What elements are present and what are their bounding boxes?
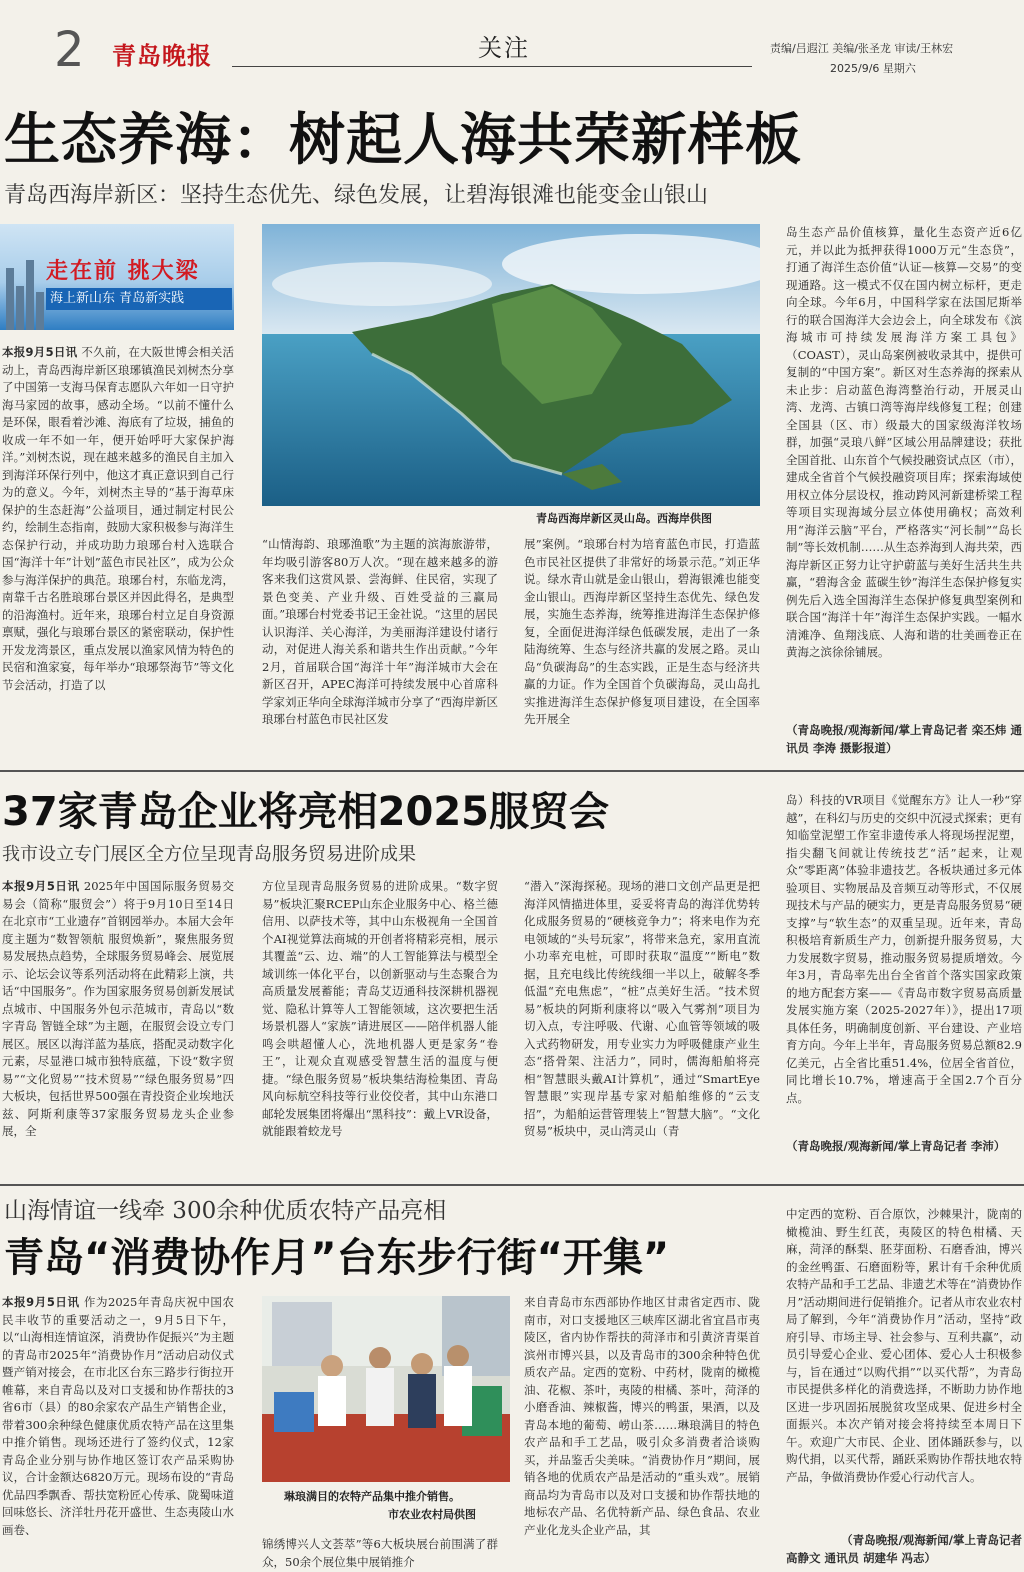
column-banner	[0, 224, 234, 330]
story2-body-1: 2025年中国国际服务贸易交易会（简称“服贸会”）将于9月10日至14日在北京市“工业遗存”首钢园举办。本届大会年度主题为“数智领航 服贸焕新”，聚焦服务贸易发展热点趋势，全球服务贸易峰会、展览展示、论坛会议等系列活动将在此精彩上演，共话“中国服务”。作为国家服务贸易创新发展试点城市、中国服务外包示范城市，青岛以“数字青岛 智链全球”为主题，在服贸会设立专门展区。展区以海洋蓝为基底，搭配灵动数字化元素，尽显港口城市独特底蕴，下设“数字贸易”“文化贸易”“技术贸易”“绿色服务贸易”四大板块，包括世界500强在青投资企业埃地沃兹、阿斯利康等37家服务贸易龙头企业参展，全	[2, 879, 234, 1138]
story3-byline-1: （青岛晚报/观海新闻/掌上青岛记者	[841, 1533, 1022, 1547]
market-stall-photo	[262, 1296, 510, 1482]
story3-body-1: 作为2025年青岛庆祝中国农民丰收节的重要活动之一，9月5日下午，以“山海相连情谊深，消费协作促振兴”为主题的青岛市2025年“消费协作月”活动启动仪式暨产销对接会，在市北区台东三路步行街拉开帷幕，来自青岛以及对口支援和协作帮扶的3省6市（县）的80余家农产品生产销售企业，带着300余种绿色健康优质农特产品在这里集中推介销售。现场还进行了签约仪式，12家青岛企业分别与协作地区签订农产品采购协议，合计金额达6820万元。现场布设的“青岛优品四季飘香、帮扶宽粉匠心传承、陇蜀味道回味悠长、济洋牡丹花开盛世、生态夷陵山水画卷、	[2, 1295, 234, 1537]
story1-column-1	[2, 344, 234, 756]
dateline: 本报9月5日讯	[2, 345, 78, 359]
masthead-rule	[232, 66, 752, 67]
photo1-caption: 青岛西海岸新区灵山岛。西海岸供图	[536, 512, 712, 525]
section-title: 关注	[478, 34, 530, 62]
editors-line: 责编/吕遐江 美编/张圣龙 审读/王林宏	[770, 42, 954, 55]
story3-column-4: 中定西的宽粉、百合原饮，沙棘果汁，陇南的橄榄油、野生红芪，夷陵区的特色柑橘、天麻，菏泽的酥梨、胚芽面粉、石磨香油，博兴的金丝鸭蛋、石磨面粉等，累计有千余种优质农特产品和手工艺品、非遗艺术等在“消费协作月”活动期间进行促销推介。记者从市农业农村局了解到，今年“消费协作月”活动，坚持“政府引导、市场主导、社会参与、互利共赢”，动员引导爱心企业、爱心团体、爱心人士积极参与，旨在通过“以购代捐”“以买代帮”，为青岛市民提供多样化的消费选择，不断助力协作地区进一步巩固拓展脱贫攻坚成果、促进乡村全面振兴。本次产销对接会将持续至本周日下午。欢迎广大市民、企业、团体踊跃参与，以购代捐，以买代帮，踊跃采购协作帮扶地农特产品，争做消费协作爱心行动代言人。	[786, 1207, 1022, 1484]
story1-column-3: 展”案例。“琅琊台村为培育蓝色市民，打造蓝色市民社区提供了非常好的场景示范。”刘正华说。绿水青山就是金山银山，碧海银滩也能变金山银山。西海岸新区坚持生态优先、绿色发展，实施生态养海，统筹推进海洋生态保护修复，全面促进海洋绿色低碳发展，走出了一条陆海统筹、生态与经济共赢的发展之路。灵山岛“负碳海岛”的生态实践，正是生态与经济共赢的力证。作为全国首个负碳海岛，灵山岛扎实推进海洋生态保护修复项目建设，在全国率先开展全	[524, 537, 760, 726]
photo2-caption: 琳琅满目的农特产品集中推介销售。	[284, 1490, 460, 1503]
story3-headline: 青岛“消费协作月”台东步行街“开集”	[4, 1235, 670, 1281]
story2-headline: 37家青岛企业将亮相2025服贸会	[2, 789, 609, 835]
story3-column-2: 锦绣博兴人文荟萃”等6大板块展台前围满了群众，50余个展位集中展销推介	[262, 1537, 498, 1569]
photo2-credit: 市农业农村局供图	[388, 1508, 476, 1521]
story1-column-2: “山情海韵、琅琊渔歌”为主题的滨海旅游带，年均吸引游客80万人次。“现在越来越多的游客来我们这赏风景、尝海鲜、住民宿，实现了景色变美、产业升级、百姓受益的三赢局面。”琅琊台村党委书记王金社说。“这里的居民认识海洋、关心海洋，为美丽海洋建设付诸行动，对促进人海关系和谐共生作出贡献。”今年2月，首届联合国“海洋十年”海洋城市大会在新区召开，APEC海洋可持续发展中心首席科学家刘正华向全球海洋城市分享了“西海岸新区琅琊台村蓝色市民社区发	[262, 537, 498, 726]
issue-date: 2025/9/6 星期六	[830, 62, 916, 75]
story2-byline: （青岛晚报/观海新闻/掌上青岛记者 李沛）	[786, 1139, 1006, 1153]
section-divider	[0, 770, 1024, 772]
story2-column-2: 方位呈现青岛服务贸易的进阶成果。“数字贸易”板块汇聚RCEP山东企业服务中心、格兰德信用、以萨技术等，其中山东极视角一全国首个AI视觉算法商城的开创者将精彩亮相，展示其覆盖“云、边、端”的人工智能算法与模型全域训练一体化平台，以创新驱动与生态聚合为高质量发展蓄能；青岛艾迈通科技深耕机器视觉、隐私计算等人工智能领域，这次要把生活场景机器人“家族”请进展区——陪伴机器人能鸣会哄超懂人心，洗地机器人更是家务“卷王”，让观众直观感受智慧生活的温度与便捷。“绿色服务贸易”板块集结海检集团、青岛风向标航空科技等行业佼佼者，其中山东港口邮轮发展集团将爆出“黑科技”：戴上VR设备，就能跟着蛟龙号	[262, 879, 498, 1138]
dateline: 本报9月5日讯	[2, 879, 80, 893]
story3-column-3: 来自青岛市东西部协作地区甘肃省定西市、陇南市，对口支援地区三峡库区湖北省宜昌市夷陵区，省内协作帮扶的菏泽市和引黄济青渠首滨州市博兴县，以及青岛市的300余种特色优质农产品。定西的宽粉、中药材，陇南的橄榄油、花椒、茶叶，夷陵的柑橘、茶叶，菏泽的小磨香油、辣椒酱，博兴的鸭蛋，果酒，以及青岛本地的葡萄、崂山茶……琳琅满目的特色农产品和手工艺品，吸引众多消费者洽谈购买，并品鉴舌尖美味。“消费协作月”期间，展销各地的优质农产品是活动的“重头戏”。展销商品均为青岛市以及对口支援和协作帮扶地的地标农产品、名优特新产品、绿色食品、农业产业化龙头企业产品，其	[524, 1295, 760, 1537]
story1-subheadline: 青岛西海岸新区：坚持生态优先、绿色发展，让碧海银滩也能变金山银山	[4, 183, 709, 208]
page-number: 2	[54, 22, 85, 78]
story1-headline: 生态养海：树起人海共荣新样板	[4, 108, 802, 173]
banner-subtitle: 海上新山东 青岛新实践	[46, 288, 232, 310]
banner-slogan: 走在前 挑大梁	[46, 259, 200, 284]
story2-column-1	[2, 878, 234, 1174]
section-divider	[0, 1184, 1024, 1186]
story2-column-4: 岛）科技的VR项目《觉醒东方》让人一秒“穿越”，在科幻与历史的交织中沉浸式探索；更有知临堂泥塑工作室非遗传承人将现场捏泥塑，指尖翻飞间就让传统技艺“活”起来，让观众“零距离”体验非遗技艺。各板块通过多元体验项目、实物展品及音频互动等形式，不仅展现技术与产品的硬实力，更是青岛服务贸易“硬支撑”与“软生态”的双重呈现。近年来，青岛积极培育新质生产力，创新提升服务贸易，大力发展数字贸易，推动服务贸易提质增效。今年3月，青岛率先出台全省首个落实国家政策的地方配套方案——《青岛市数字贸易高质量发展实施方案（2025-2027年）》，提出17项具体任务，明确制度创新、平台建设、产业培育方向。今年上半年，青岛服务贸易总额82.9亿美元，占全省比重51.4%，位居全省首位，同比增长10.7%，增速高于全国2.7个百分点。	[786, 793, 1022, 1105]
lingshan-island-photo	[262, 224, 760, 506]
dateline: 本报9月5日讯	[2, 1295, 80, 1309]
story3-byline-2: 高静文 通讯员 胡建华 冯志）	[786, 1551, 937, 1565]
story3-kicker: 山海情谊一线牵 300余种优质农特产品亮相	[4, 1198, 447, 1224]
story3-column-1	[2, 1294, 234, 1570]
story2-column-3: “潜入”深海探秘。现场的港口文创产品更是把海洋风情描进体里，妥妥将青岛的海洋优势转化成服务贸易的“硬核竞争力”；将来电作为充电领域的“头号玩家”，将带来急充，家用直流小功率充电桩，可即时获取“温度”“断电”数据，且充电线比传统线细一半以上，破解冬季低温“充电焦虑”，“桩”点美好生活。“技术贸易”板块的阿斯利康将以“吸入气雾剂”项目为切入点，专注呼吸、代谢、心血管等领域的吸入式药物研发，用专业实力为呼吸健康产业生态“搭骨架、注活力”，同时，儒海船舶将亮相“智慧眼头戴AI计算机”，通过“SmartEye智慧眼”实现岸基专家对船舶维修的“云支招”，为船舶运营管理装上“智慧大脑”。“文化贸易”板块中，灵山湾灵山（青	[524, 879, 760, 1138]
newspaper-logo: 青岛晚报	[112, 41, 212, 70]
story1-body-1: 不久前，在大阪世博会相关活动上，青岛西海岸新区琅琊镇渔民刘树杰分享了中国第一支海马保育志愿队六年如一日守护海马家园的故事，感动全场。“以前不懂什么是环保，眼看着沙滩、海底有了垃圾，捕鱼的收成一年不如一年，便开始呼吁大家保护海洋。”刘树杰说，现在越来越多的渔民自主加入到海洋环保行列中，他这才真正意识到自己行为的意义。今年，刘树杰主导的“基于海草床保护的生态赶海”公益项目，通过制定村民公约，绘制生态指南，鼓励大家积极参与海洋生态保护行动，并成功助力琅琊台村入选联合国“海洋十年”计划”蓝色市民社区”，成为公众参与海洋保护的典范。琅琊台村，东临龙湾，南靠千古名胜琅琊台景区并因此得名，是典型的沿海渔村。近年来，琅琊台村立足自身资源禀赋，强化与琅琊台景区的紧密联动，保护性开发龙湾景区，重点发展以渔家风情为特色的民宿和渔家宴，每年举办“琅琊祭海节”等文化节会活动，打造了以	[2, 345, 234, 692]
story2-subheadline: 我市设立专门展区全方位呈现青岛服务贸易进阶成果	[2, 844, 416, 865]
story1-byline: （青岛晚报/观海新闻/掌上青岛记者 栾丕炜 通讯员 李涛 摄影报道）	[786, 723, 1022, 755]
story1-column-4: 岛生态产品价值核算，量化生态资产近6亿元，并以此为抵押获得1000万元“生态贷”，打通了海洋生态价值“认证—核算—交易”的变现通路。这一模式不仅在国内树立标杆，更走向全球。今年6月，中国科学家在法国尼斯举行的联合国海洋大会边会上，向全球发布《滨海城市可持续发展海洋方案工具包》（COAST），灵山岛案例被收录其中，提供可复制的“中国方案”。新区对生态养海的探索从未止步：启动蓝色海湾整治行动，开展灵山湾、龙湾、古镇口湾等海岸线修复工程；创建全国县（区、市）级最大的国家级海洋牧场群，加强“灵琅八鲜”区域公用品牌建设；获批全国首批、山东首个气候投融资试点区（市），建成全省首个气候投融资项目库；探索海域使用权立体分层设权，推动跨风河新建桥梁工程等项目实现海域分层立体使用确权；高效利用“海洋云脑”平台，严格落实“河长制”“岛长制”等长效机制……从生态养海到人海共荣，西海岸新区正努力让守护蔚蓝与美好生活共生共赢，“碧海含金 蓝碳生钞”海洋生态保护修复实例先后入选全国海洋生态保护修复典型案例和联合国“海洋十年”海洋生态保护实践。一幅水清滩净、鱼翔浅底、人海和谐的壮美画卷正在黄海之滨徐徐铺展。	[786, 225, 1022, 659]
